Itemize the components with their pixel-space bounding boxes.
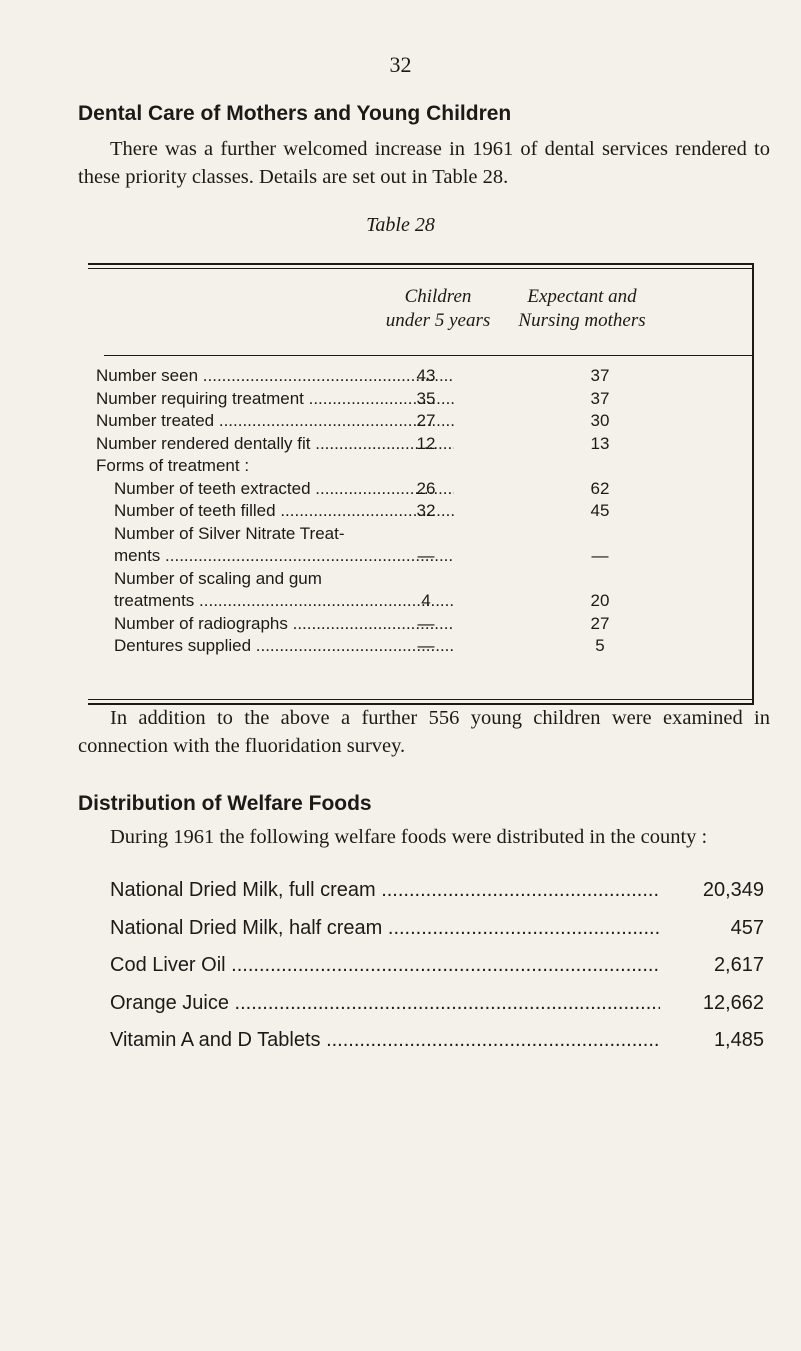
row-label: Number of teeth extracted .....	[114, 478, 454, 501]
children-value: 35	[416, 388, 436, 408]
table-row	[96, 523, 746, 568]
list-item	[110, 985, 764, 1023]
row-label: Number rendered dentally fit .....	[96, 433, 454, 456]
mothers-value: 27	[590, 613, 610, 633]
row-label: Number treated .....	[96, 410, 454, 433]
table-row	[96, 613, 746, 636]
row-label: Number of scaling and gum treatments .....	[114, 568, 454, 613]
column-header-line: under 5 years	[385, 310, 491, 331]
list-item	[110, 1022, 764, 1060]
table-row	[96, 568, 746, 613]
row-label: Dentures supplied .....	[114, 635, 454, 658]
list-item	[110, 872, 764, 910]
mothers-value: 5	[595, 636, 605, 655]
mothers-value: 13	[590, 433, 610, 453]
list-item	[110, 947, 764, 985]
table-row	[96, 455, 746, 478]
mothers-value: 45	[590, 501, 610, 520]
row-label: Number of teeth filled .....	[114, 500, 454, 523]
mothers-value: 20	[590, 591, 610, 610]
food-value: 457	[730, 916, 764, 939]
food-label: Orange Juice .....	[110, 985, 660, 1023]
table-row	[96, 478, 746, 501]
mothers-value: 30	[590, 411, 610, 430]
table-body	[96, 365, 746, 658]
dental-care-heading: Dental Care of Mothers and Young Children	[78, 102, 512, 125]
mothers-value: —	[591, 546, 609, 565]
table-row	[96, 635, 746, 658]
food-label: National Dried Milk, full cream .....	[110, 872, 660, 910]
welfare-intro-paragraph: During 1961 the following welfare foods were distributed in the county :	[110, 826, 708, 848]
food-value: 1,485	[713, 1029, 764, 1051]
table-row	[96, 365, 746, 388]
welfare-foods-list	[110, 872, 764, 1060]
children-value: —	[417, 636, 435, 655]
mothers-value: 37	[590, 366, 610, 385]
food-label: National Dried Milk, half cream .....	[110, 910, 660, 948]
mothers-value: 37	[590, 388, 610, 408]
welfare-foods-heading: Distribution of Welfare Foods	[78, 792, 372, 815]
table-row	[96, 433, 746, 456]
header-rule	[104, 355, 752, 356]
row-label: Number seen .....	[96, 365, 454, 388]
mothers-value: 62	[590, 478, 610, 498]
dental-table	[88, 263, 754, 705]
children-value: 26	[416, 478, 436, 498]
fluoridation-paragraph: In addition to the above a further 556 young children were examined in connection with the fluoridation survey.	[78, 707, 770, 757]
table-row	[96, 388, 746, 411]
column-header-line: Nursing mothers	[518, 310, 646, 331]
column-header-mothers	[492, 285, 672, 333]
table-row	[96, 500, 746, 523]
food-label: Vitamin A and D Tablets .....	[110, 1022, 660, 1060]
children-value: 12	[416, 433, 436, 453]
food-value: 20,349	[702, 879, 764, 901]
table-caption: Table 28	[366, 214, 435, 236]
children-value: 43	[416, 366, 436, 385]
food-value: 12,662	[702, 991, 764, 1014]
children-value: 4	[421, 591, 431, 610]
table-row	[96, 410, 746, 433]
children-value: 32	[416, 501, 436, 520]
column-header-line: Children	[404, 286, 472, 307]
children-value: 27	[416, 411, 436, 430]
list-item	[110, 910, 764, 948]
food-value: 2,617	[713, 954, 764, 976]
column-header-line: Expectant and	[527, 286, 637, 307]
children-value: —	[417, 613, 435, 633]
food-label: Cod Liver Oil .....	[110, 947, 660, 985]
children-value: —	[417, 546, 435, 565]
section-label: Forms of treatment :	[96, 456, 250, 475]
row-label: Number of radiographs .....	[114, 613, 454, 636]
dental-intro-paragraph: There was a further welcomed increase in 1961 of dental services rendered to these priority classes. Details are set out in Table 28.	[78, 138, 770, 188]
page-number: 32	[389, 52, 412, 77]
row-label: Number requiring treatment .....	[96, 388, 454, 411]
row-label: Number of Silver Nitrate Treat- ments .....	[114, 523, 454, 568]
